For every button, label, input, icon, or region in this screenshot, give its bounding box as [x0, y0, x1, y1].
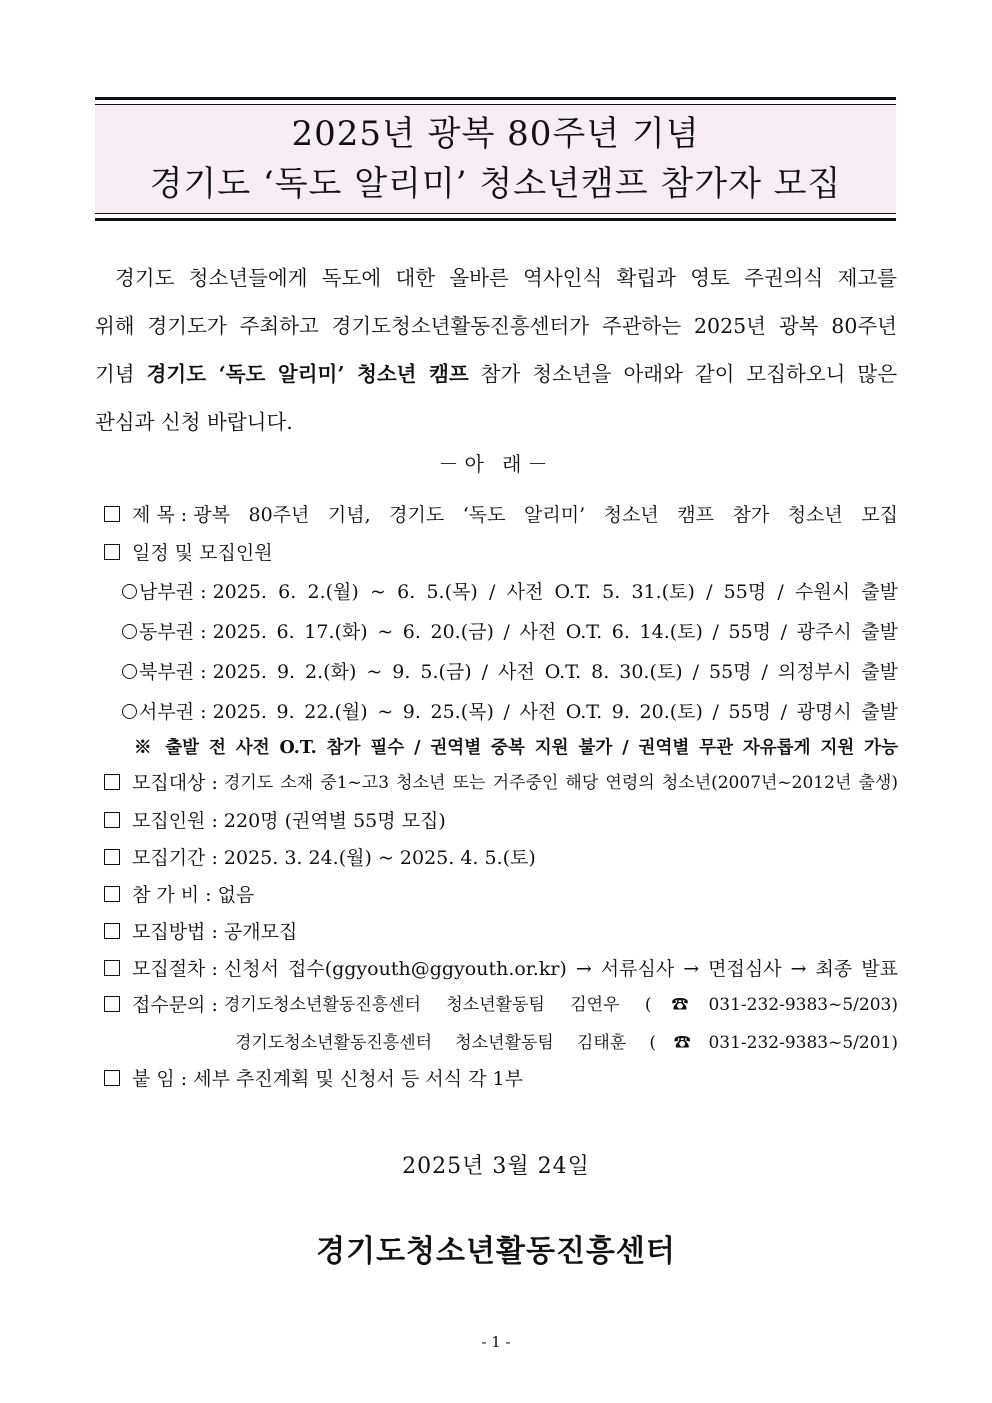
contact-value: 경기도청소년활동진흥센터 청소년활동팀 김태훈 (☎031-232-9383~5/201): [235, 1033, 898, 1053]
document-date: 2025년 3월 24일: [402, 1154, 590, 1179]
checkbox-icon: [104, 849, 120, 865]
intro-line: 위해 경기도가 주최하고 경기도청소년활동진흥센터가 주관하는 2025년 광복 80주년: [95, 314, 897, 338]
item-title: [104, 500, 898, 527]
intro-paragraph: [95, 254, 897, 446]
item-label: 모집방법 :: [132, 921, 218, 943]
item-value: 세부 추진계획 및 신청서 등 서식 각 1부: [193, 1068, 523, 1090]
checkbox-icon: [104, 996, 120, 1012]
organization-name: 경기도청소년활동진흥센터: [316, 1234, 676, 1269]
item-value: 신청서 접수(ggyouth@ggyouth.or.kr) → 서류심사 → 면접심사 → 최종 발표: [223, 958, 898, 980]
item-label: 모집기간 :: [132, 847, 218, 869]
camp-name-bold: 경기도 ‘독도 알리미’ 청소년 캠프: [146, 362, 469, 386]
contact-value: 경기도청소년활동진흥센터 청소년활동팀 김연우 (☎031-232-9383~5/203): [223, 995, 898, 1015]
region-name: 동부권 :: [139, 621, 207, 643]
item-value: 광복 80주년 기념, 경기도 ‘독도 알리미’ 청소년 캠프 참가 청소년 모집: [193, 504, 898, 526]
item-value: 경기도 소재 중1~고3 청소년 또는 거주중인 해당 연령의 청소년(2007년~2012년 출생): [223, 773, 898, 793]
intro-text: 참가 청소년을 아래와 같이 모집하오니 많은: [468, 362, 898, 386]
below-heading: －아 래－: [438, 452, 554, 476]
item-count: [104, 806, 898, 833]
checkbox-icon: [104, 544, 120, 560]
checkbox-icon: [104, 886, 120, 902]
circle-bullet-icon: [122, 704, 137, 719]
item-value: 없음: [217, 884, 255, 906]
item-attachment: [104, 1064, 898, 1091]
intro-line: 관심과 신청 바랍니다.: [95, 410, 293, 434]
item-label: 모집인원 :: [132, 810, 218, 832]
checkbox-icon: [104, 774, 120, 790]
checkbox-icon: [104, 960, 120, 976]
notice-text: ※ 출발 전 사전 O.T. 참가 필수 / 권역별 중복 지원 불가 / 권역별 무관 자유롭게 지원 가능: [134, 738, 898, 758]
item-value: 2025. 3. 24.(월) ~ 2025. 4. 5.(토): [223, 847, 536, 869]
item-method: [104, 917, 898, 944]
item-label: 모집대상 :: [132, 772, 218, 794]
region-name: 남부권 :: [139, 581, 207, 603]
item-label: 접수문의 :: [132, 994, 218, 1016]
region-row: [122, 657, 898, 684]
region-row: [122, 577, 898, 604]
circle-bullet-icon: [122, 624, 137, 639]
item-value: 공개모집: [223, 921, 298, 943]
checkbox-icon: [104, 1070, 120, 1086]
region-name: 북부권 :: [139, 661, 207, 683]
checkbox-icon: [104, 923, 120, 939]
intro-line: 경기도 청소년들에게 독도에 대한 올바른 역사인식 확립과 영토 주권의식 제고를: [115, 266, 897, 290]
page-number: - 1 -: [481, 1333, 511, 1351]
region-value: 2025. 6. 2.(월) ~ 6. 5.(목) / 사전 O.T. 5. 31.(토) / 55명 / 수원시 출발: [212, 581, 898, 603]
item-target: [104, 768, 898, 795]
item-schedule: [104, 538, 898, 565]
item-label: 참 가 비 :: [132, 884, 212, 906]
item-label: 모집절차 :: [132, 958, 218, 980]
item-value: 220명 (권역별 55명 모집): [223, 810, 446, 832]
region-value: 2025. 9. 2.(화) ~ 9. 5.(금) / 사전 O.T. 8. 30.(토) / 55명 / 의정부시 출발: [212, 661, 898, 683]
title-line-1: 2025년 광복 80주년 기념: [291, 114, 700, 154]
item-fee: [104, 880, 898, 907]
region-value: 2025. 9. 22.(월) ~ 9. 25.(목) / 사전 O.T. 9. 20.(토) / 55명 / 광명시 출발: [212, 701, 898, 723]
title-line-2: 경기도 ‘독도 알리미’ 청소년캠프 참가자 모집: [149, 164, 842, 204]
checkbox-icon: [104, 506, 120, 522]
circle-bullet-icon: [122, 584, 137, 599]
intro-text: 기념: [95, 362, 147, 386]
intro-line: [95, 350, 897, 398]
item-process: [104, 954, 898, 981]
checkbox-icon: [104, 812, 120, 828]
title-box: [95, 97, 896, 221]
item-contact-2: [235, 1028, 898, 1053]
item-contact: [104, 990, 898, 1017]
region-row: [122, 617, 898, 644]
item-label: 일정 및 모집인원: [104, 538, 273, 565]
item-label: 붙 임 :: [132, 1068, 188, 1090]
region-name: 서부권 :: [139, 701, 207, 723]
item-label: 제 목 :: [104, 500, 193, 527]
circle-bullet-icon: [122, 664, 137, 679]
item-period: [104, 843, 898, 870]
region-row: [122, 697, 898, 724]
region-value: 2025. 6. 17.(화) ~ 6. 20.(금) / 사전 O.T. 6. 14.(토) / 55명 / 광주시 출발: [212, 621, 898, 643]
